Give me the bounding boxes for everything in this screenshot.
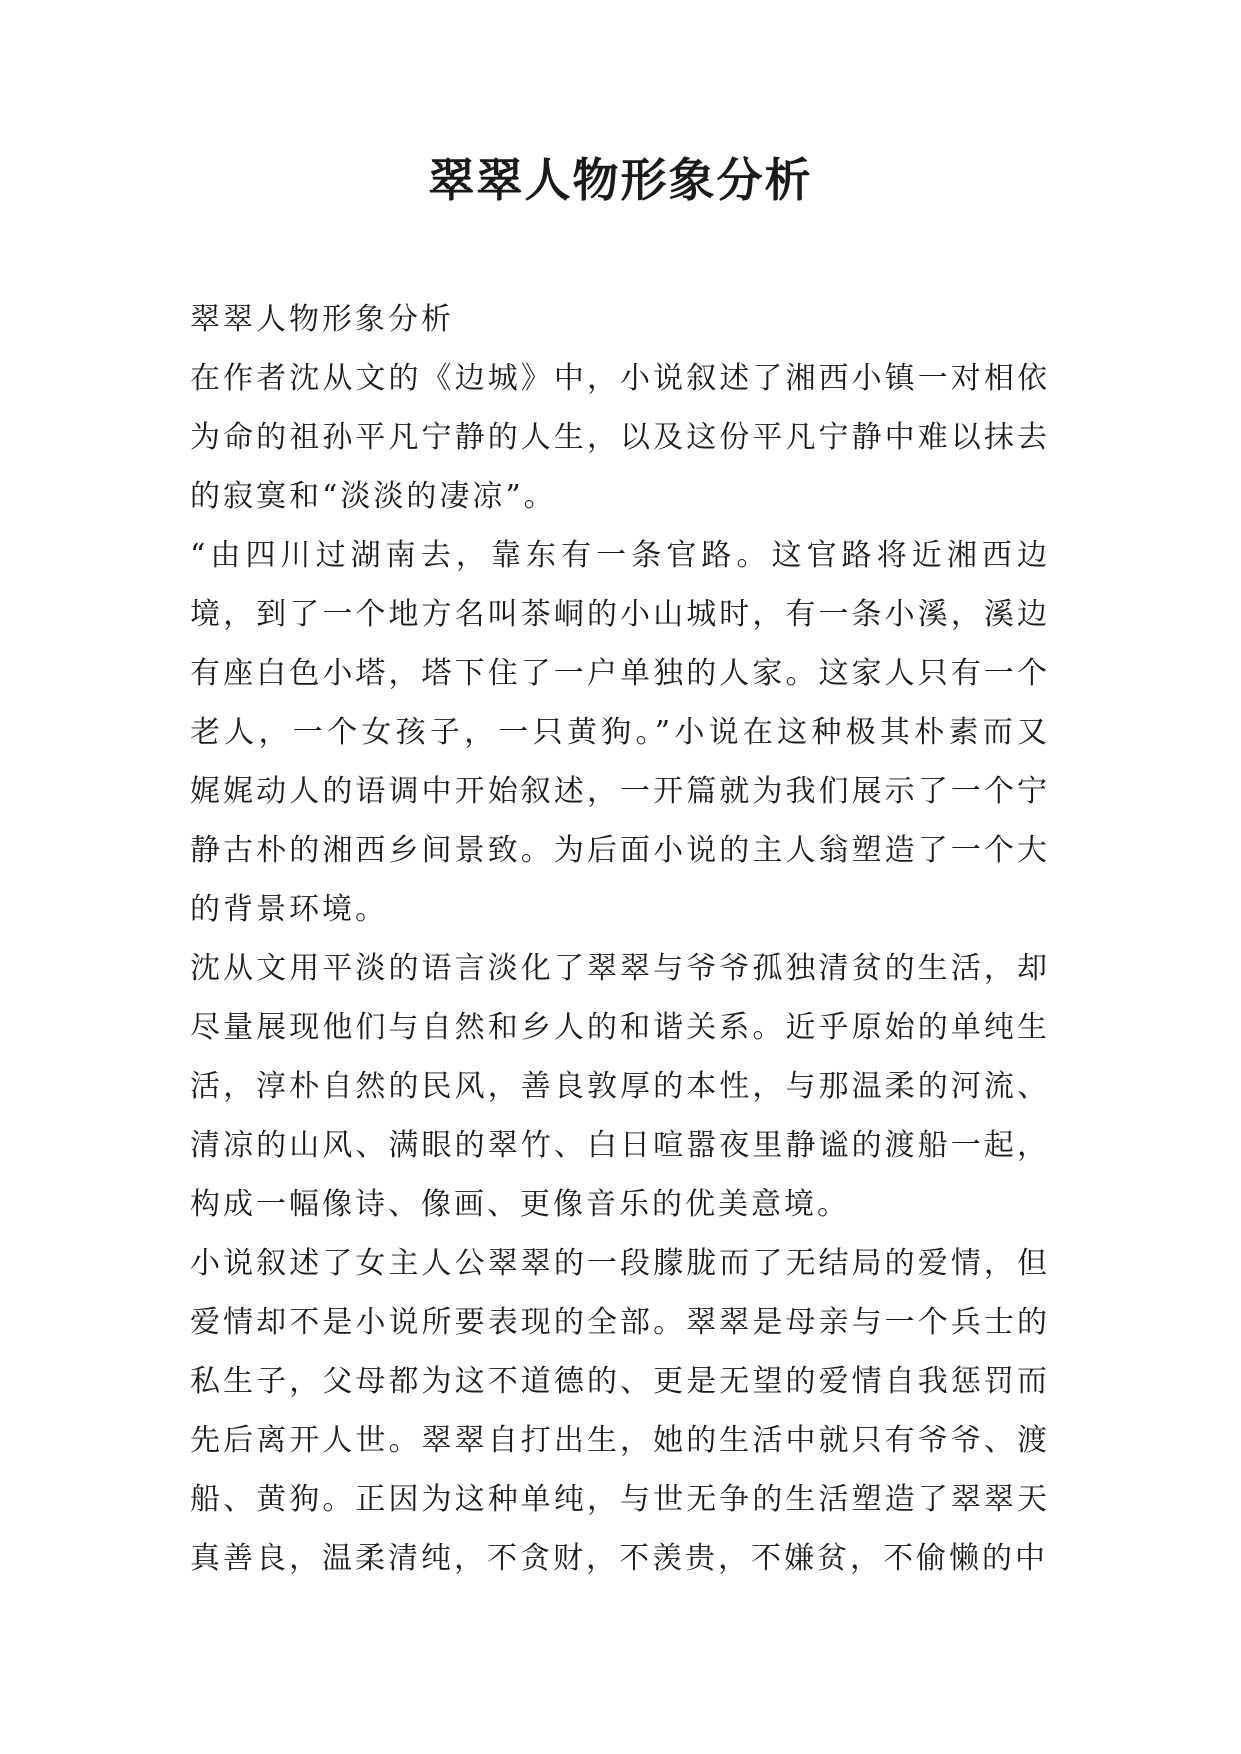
paragraph-love-story: 小说叙述了女主人公翠翠的一段朦胧而了无结局的爱情，但爱情却不是小说所要表现的全部。翠翠是母亲与一个兵士的私生子，父母都为这不道德的、更是无望的爱情自我惩罚而先后离开人世。翠翠自打出生，她的生活中就只有爷爷、渡船、黄狗。正因为这种单纯，与世无争的生活塑造了翠翠天真善良，温柔清纯，不贪财，不羡贵，不嫌贫，不偷懒的中 — [190, 1246, 1050, 1576]
document-title: 翠翠人物形象分析 — [428, 153, 813, 207]
paragraph-style: 沈从文用平淡的语言淡化了翠翠与爷爷孤独清贫的生活，却尽量展现他们与自然和乡人的和谐关系。近乎原始的单纯生活，淳朴自然的民风，善良敦厚的本性，与那温柔的河流、清凉的山风、满眼的翠竹、白日喧嚣夜里静谧的渡船一起，构成一幅像诗、像画、更像音乐的优美意境。 — [190, 951, 1050, 1222]
paragraph-subtitle: 翠翠人物形象分析 — [190, 302, 454, 337]
document-body — [190, 290, 1050, 1588]
paragraph-quote: “由四川过湖南去，靠东有一条官路。这官路将近湘西边境，到了一个地方名叫茶峒的小山城时，有一条小溪，溪边有座白色小塔，塔下住了一户单独的人家。这家人只有一个老人，一个女孩子，一只黄狗。”小说在这种极其朴素而又娓娓动人的语调中开始叙述，一开篇就为我们展示了一个宁静古朴的湘西乡间景致。为后面小说的主人翁塑造了一个大的背景环境。 — [190, 538, 1050, 927]
paragraph-intro: 在作者沈从文的《边城》中，小说叙述了湘西小镇一对相依为命的祖孙平凡宁静的人生，以及这份平凡宁静中难以抹去的寂寞和“淡淡的凄凉”。 — [190, 361, 1050, 514]
